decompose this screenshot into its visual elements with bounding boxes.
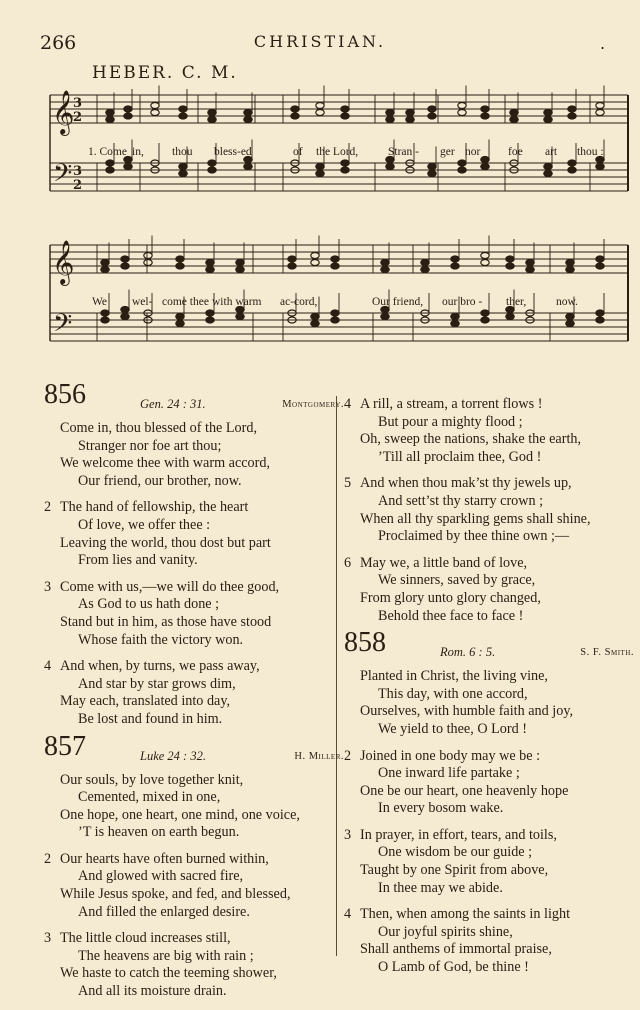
- stanza: [344, 748, 634, 818]
- verse-line: Our friend, our brother, now.: [78, 472, 242, 489]
- lyric-word: come thee: [162, 296, 209, 308]
- verse-line: And sett’st thy starry crown ;: [378, 492, 544, 509]
- verse-line: Our joyful spirits shine,: [378, 923, 513, 940]
- time-signature: 3: [73, 164, 83, 179]
- verse-line: Stranger nor foe art thou;: [78, 437, 222, 454]
- hymn-author: H. Miller.: [294, 750, 344, 762]
- note-head: [386, 110, 394, 116]
- verse-line: 4 Then, when among the saints in light: [344, 906, 571, 923]
- note-head: [406, 110, 414, 116]
- hymn-author: S. F. Smith.: [580, 647, 634, 659]
- verse-line: Leaving the world, thou dost but part: [60, 534, 271, 551]
- note-head: [481, 157, 489, 163]
- verse-line: 2 Joined in one body may we be :: [344, 747, 541, 764]
- stanza: [44, 579, 344, 649]
- hymn-number: 857: [44, 730, 86, 762]
- note-head: [381, 267, 389, 273]
- hymn: [344, 627, 634, 977]
- note-head: [236, 314, 244, 320]
- stanza: [44, 851, 344, 921]
- verse-line: One be our heart, one heavenly hope: [360, 782, 569, 799]
- note-head: [179, 106, 187, 112]
- note-head: [208, 167, 216, 173]
- verse-line: One hope, one heart, one mind, one voice,: [60, 806, 300, 823]
- verse-line: We welcome thee with warm accord,: [60, 455, 270, 472]
- verse-line: 3 Come with us,—we will do thee good,: [44, 578, 280, 595]
- stanza-number: 4: [344, 396, 352, 412]
- note-head: [526, 260, 534, 266]
- scripture-reference: Luke 24 : 32.: [140, 748, 206, 763]
- lyric-word: art: [545, 146, 558, 158]
- verse-line: And star by star grows dim,: [78, 675, 236, 692]
- note-head: [101, 267, 109, 273]
- note-head: [124, 106, 132, 112]
- note-head: [406, 117, 414, 123]
- note-head: [121, 314, 129, 320]
- verse-line: May each, translated into day,: [60, 693, 231, 710]
- stanza: [44, 420, 344, 490]
- note-head: [179, 171, 187, 177]
- note-head: [288, 256, 296, 262]
- stanza-number: 5: [344, 475, 352, 492]
- verse-line: But pour a mighty flood ;: [378, 413, 523, 430]
- treble-clef: 𝄞: [52, 90, 75, 134]
- stanza-number: 2: [44, 499, 52, 516]
- hymn-author: Montgomery.: [282, 399, 344, 410]
- note-head: [208, 117, 216, 123]
- note-head: [458, 103, 466, 109]
- note-head: [208, 110, 216, 116]
- lyric-word: foe: [508, 146, 523, 158]
- note-head: [121, 263, 129, 269]
- verse-line: Taught by one Spirit from above,: [360, 862, 549, 879]
- note-head: [291, 106, 299, 112]
- note-head: [510, 110, 518, 116]
- verse-line: 2 The hand of fellowship, the heart: [44, 499, 249, 516]
- verse-line: We yield to thee, O Lord !: [378, 720, 527, 737]
- note-head: [288, 263, 296, 269]
- lyric-word: ther,: [506, 296, 527, 308]
- lyric-word: 1. Come: [88, 146, 127, 158]
- stanza-number: 4: [44, 658, 52, 675]
- hymn: [44, 730, 344, 1001]
- left-column: [44, 379, 344, 1010]
- note-head: [244, 110, 252, 116]
- note-head: [151, 103, 159, 109]
- stanza-number: 2: [344, 747, 352, 764]
- note-head: [236, 260, 244, 266]
- lyric-word: We: [92, 296, 108, 308]
- note-head: [568, 160, 576, 166]
- note-head: [568, 113, 576, 119]
- note-head: [451, 263, 459, 269]
- stanza-number: 6: [344, 554, 352, 571]
- note-head: [596, 110, 604, 116]
- note-head: [510, 117, 518, 123]
- note-head: [151, 110, 159, 116]
- stanza: [344, 906, 634, 976]
- note-head: [311, 253, 319, 259]
- section-title: CHRISTIAN.: [253, 32, 387, 51]
- note-head: [291, 113, 299, 119]
- lyric-word: of: [293, 146, 303, 158]
- note-head: [568, 167, 576, 173]
- note-head: [481, 113, 489, 119]
- note-head: [341, 160, 349, 166]
- note-head: [341, 167, 349, 173]
- hymn-number: 856: [44, 379, 86, 410]
- note-head: [121, 307, 129, 313]
- note-head: [596, 103, 604, 109]
- note-head: [106, 117, 114, 123]
- hymn-header: [344, 627, 634, 668]
- page-mark: .: [600, 34, 606, 53]
- lyric-word: now.: [556, 296, 578, 308]
- treble-clef: 𝄞: [52, 240, 75, 284]
- verse-line: 3 In prayer, in effort, tears, and toils,: [344, 826, 557, 843]
- note-head: [331, 317, 339, 323]
- note-head: [106, 167, 114, 173]
- note-head: [544, 110, 552, 116]
- verse-line: Be lost and found in him.: [78, 710, 223, 727]
- note-head: [316, 110, 324, 116]
- note-head: [179, 113, 187, 119]
- bass-clef: 𝄢: [53, 309, 73, 344]
- note-head: [179, 164, 187, 170]
- stanza: [44, 499, 344, 569]
- note-head: [596, 310, 604, 316]
- note-head: [311, 321, 319, 327]
- note-head: [144, 253, 152, 259]
- note-head: [176, 263, 184, 269]
- hymn: [44, 379, 344, 729]
- note-head: [144, 260, 152, 266]
- note-head: [481, 253, 489, 259]
- note-head: [176, 256, 184, 262]
- verse-line: This day, with one accord,: [378, 685, 528, 702]
- note-head: [121, 256, 129, 262]
- verse-line: We sinners, saved by grace,: [378, 572, 536, 589]
- note-head: [381, 260, 389, 266]
- verse-line: ’Till all proclaim thee, God !: [378, 448, 542, 465]
- note-head: [428, 106, 436, 112]
- verse-line: Stand but in him, as those have stood: [60, 613, 272, 630]
- stanza-number: 3: [344, 826, 352, 843]
- note-head: [311, 314, 319, 320]
- stanza: [344, 475, 634, 545]
- note-head: [428, 164, 436, 170]
- stanza-number: 3: [44, 578, 52, 595]
- note-head: [386, 164, 394, 170]
- verse-line: 3 The little cloud increases still,: [44, 930, 231, 947]
- page-number: 266: [40, 32, 77, 54]
- note-head: [331, 263, 339, 269]
- note-head: [331, 310, 339, 316]
- verse-line: When all thy sparkling gems shall shine,: [360, 510, 591, 527]
- music-score: [0, 0, 640, 380]
- note-head: [566, 267, 574, 273]
- note-head: [206, 260, 214, 266]
- lyric-word: bless-ed: [214, 146, 252, 158]
- note-head: [596, 263, 604, 269]
- lyric-word: ger: [440, 146, 455, 158]
- note-head: [428, 113, 436, 119]
- lyric-word: ac-cord,: [280, 296, 318, 308]
- note-head: [481, 106, 489, 112]
- verse-line: 4 A rill, a stream, a torrent flows !: [344, 396, 543, 412]
- note-head: [544, 171, 552, 177]
- stanza: [344, 668, 634, 738]
- note-head: [101, 260, 109, 266]
- note-head: [124, 113, 132, 119]
- note-head: [506, 314, 514, 320]
- verse-line: In thee may we abide.: [378, 879, 503, 896]
- note-head: [596, 256, 604, 262]
- note-head: [481, 260, 489, 266]
- note-head: [206, 267, 214, 273]
- stanza: [44, 772, 344, 842]
- note-head: [316, 103, 324, 109]
- verse-line: 2 Our hearts have often burned within,: [44, 850, 269, 867]
- lyric-word: with warm: [212, 296, 262, 308]
- note-head: [481, 317, 489, 323]
- verse-line: O Lamb of God, be thine !: [378, 959, 529, 976]
- time-signature: 3: [73, 96, 83, 111]
- hymn-header: [44, 379, 344, 420]
- note-head: [316, 171, 324, 177]
- verse-line: Planted in Christ, the living vine,: [360, 668, 548, 685]
- verse-line: 5 And when thou mak’st thy jewels up,: [344, 475, 572, 492]
- note-head: [208, 160, 216, 166]
- note-head: [481, 164, 489, 170]
- note-head: [341, 113, 349, 119]
- note-head: [421, 267, 429, 273]
- verse-line: One inward life partake ;: [378, 765, 520, 782]
- note-head: [544, 117, 552, 123]
- verse-line: Oh, sweep the nations, shake the earth,: [360, 431, 582, 448]
- time-signature: 2: [73, 110, 83, 125]
- stanza-number: 4: [344, 906, 352, 923]
- verse-line: ’T is heaven on earth begun.: [78, 824, 240, 841]
- note-head: [331, 256, 339, 262]
- verse-line: Proclaimed by thee thine own ;—: [378, 528, 570, 545]
- hymn-header: [44, 730, 344, 772]
- note-head: [428, 171, 436, 177]
- note-head: [566, 321, 574, 327]
- lyric-word: the Lord,: [316, 146, 359, 158]
- note-head: [506, 256, 514, 262]
- verse-line: In every bosom wake.: [378, 800, 504, 817]
- note-head: [386, 117, 394, 123]
- verse-line: Whose faith the victory won.: [78, 631, 244, 648]
- lyric-word: our bro -: [442, 296, 483, 308]
- note-head: [124, 164, 132, 170]
- verse-line: 6 May we, a little band of love,: [344, 554, 528, 571]
- verse-line: And filled the enlarged desire.: [78, 903, 250, 920]
- verse-line: Behold thee face to face !: [378, 607, 524, 624]
- stanza-number: 2: [44, 850, 52, 867]
- note-head: [101, 317, 109, 323]
- verse-line: One wisdom be our guide ;: [378, 844, 533, 861]
- note-head: [458, 160, 466, 166]
- note-head: [506, 263, 514, 269]
- note-head: [458, 167, 466, 173]
- verse-line: The heavens are big with rain ;: [78, 947, 254, 964]
- note-head: [106, 160, 114, 166]
- note-head: [244, 164, 252, 170]
- lyric-word: Our friend,: [372, 296, 424, 308]
- lyric-word: thou :: [577, 146, 604, 158]
- lyric-word: in,: [132, 146, 144, 158]
- verse-line: Cemented, mixed in one,: [78, 789, 221, 806]
- note-head: [421, 260, 429, 266]
- note-head: [176, 321, 184, 327]
- time-signature: 2: [73, 178, 83, 193]
- verse-line: 4 And when, by turns, we pass away,: [44, 658, 260, 675]
- note-head: [451, 256, 459, 262]
- note-head: [206, 310, 214, 316]
- note-head: [381, 314, 389, 320]
- tune-name: HEBER. C. M.: [92, 63, 238, 83]
- stanza-number: 3: [44, 930, 52, 947]
- lyric-word: wel-: [132, 296, 153, 308]
- stanza: [344, 396, 634, 466]
- note-head: [244, 117, 252, 123]
- verse-line: Ourselves, with humble faith and joy,: [360, 703, 574, 720]
- lyric-word: Stran -: [388, 146, 419, 158]
- note-head: [566, 260, 574, 266]
- stanza: [44, 930, 344, 1000]
- note-head: [568, 106, 576, 112]
- hymn: [344, 396, 634, 625]
- note-head: [316, 164, 324, 170]
- verse-line: From glory unto glory changed,: [360, 589, 541, 606]
- scripture-reference: Gen. 24 : 31.: [140, 397, 206, 411]
- note-head: [451, 314, 459, 320]
- note-head: [566, 314, 574, 320]
- stanza: [44, 658, 344, 728]
- note-head: [236, 267, 244, 273]
- note-head: [341, 106, 349, 112]
- lyric-word: thou: [172, 146, 193, 158]
- note-head: [206, 317, 214, 323]
- verse-line: And all its moisture drain.: [78, 983, 227, 1000]
- note-head: [596, 164, 604, 170]
- verse-line: As God to us hath done ;: [78, 596, 220, 613]
- note-head: [481, 310, 489, 316]
- hymn-number: 858: [344, 627, 386, 659]
- verse-line: We haste to catch the teeming shower,: [60, 965, 277, 982]
- note-head: [526, 267, 534, 273]
- verse-line: And glowed with sacred fire,: [78, 868, 244, 885]
- note-head: [596, 317, 604, 323]
- verse-line: Of love, we offer thee :: [78, 516, 211, 533]
- verse-line: Come in, thou blessed of the Lord,: [60, 420, 258, 436]
- note-head: [106, 110, 114, 116]
- lyric-word: nor: [465, 146, 481, 158]
- note-head: [176, 314, 184, 320]
- stanza: [344, 827, 634, 897]
- bass-clef: 𝄢: [53, 159, 73, 194]
- verse-line: Shall anthems of immortal praise,: [360, 941, 552, 958]
- verse-line: While Jesus spoke, and fed, and blessed,: [60, 886, 291, 903]
- right-column: [344, 396, 634, 986]
- note-head: [544, 164, 552, 170]
- verse-line: Our souls, by love together knit,: [60, 771, 244, 788]
- scripture-reference: Rom. 6 : 5.: [440, 645, 496, 660]
- note-head: [458, 110, 466, 116]
- stanza: [344, 555, 634, 625]
- verse-line: From lies and vanity.: [78, 552, 198, 569]
- note-head: [311, 260, 319, 266]
- note-head: [451, 321, 459, 327]
- note-head: [101, 310, 109, 316]
